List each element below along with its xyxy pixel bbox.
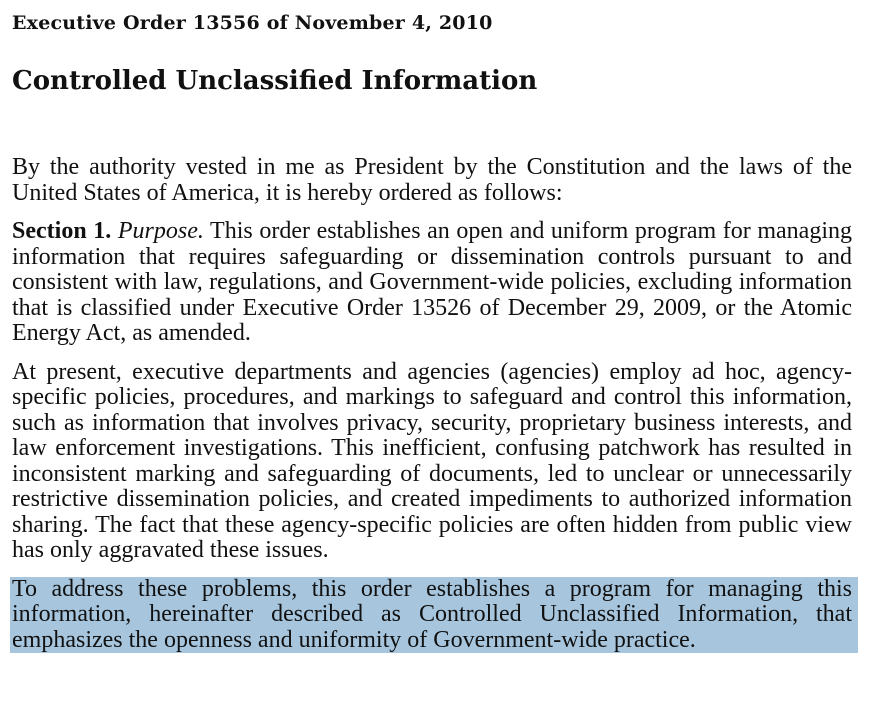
selected-text-region[interactable] <box>10 577 858 654</box>
section-1-heading: Purpose. <box>117 218 204 244</box>
section-1-label: Section 1. <box>12 218 112 244</box>
executive-order-number: Executive Order 13556 of November 4, 2010 <box>12 12 493 34</box>
section-1-paragraph[interactable] <box>12 219 852 347</box>
document-page <box>12 10 852 653</box>
document-title: Controlled Unclassified Information <box>12 66 538 96</box>
section-1-text: This order establishes an open and uniform program for managing information that requires safeguarding or dissemination controls pursuant to and consistent with law, regulations, and Government-wide policies, excluding information that is classified under Executive Order 13526 of December 29, 2009, or the Atomic Energy Act, as amended. <box>12 218 852 346</box>
intro-paragraph[interactable]: By the authority vested in me as President by the Constitution and the laws of the United States of America, it is hereby ordered as follows: <box>12 154 852 206</box>
highlighted-paragraph[interactable]: To address these problems, this order establishes a program for managing this information, hereinafter described as Controlled Unclassified Information, that emphasizes the openness and uniformity of Government-wide practice. <box>12 575 852 653</box>
present-situation-paragraph[interactable]: At present, executive departments and agencies (agencies) employ ad hoc, agency-specific policies, procedures, and markings to safeguard and control this information, such as information that involves privacy, security, proprietary business interests, and law enforcement investigations. This inefficient, confusing patchwork has resulted in inconsistent marking and safeguarding of documents, led to unclear or unnecessarily restrictive dissemination policies, and created impediments to authorized information sharing. The fact that these agency-specific policies are often hidden from public view has only aggravated these issues. <box>12 358 852 563</box>
document-body <box>12 155 852 653</box>
